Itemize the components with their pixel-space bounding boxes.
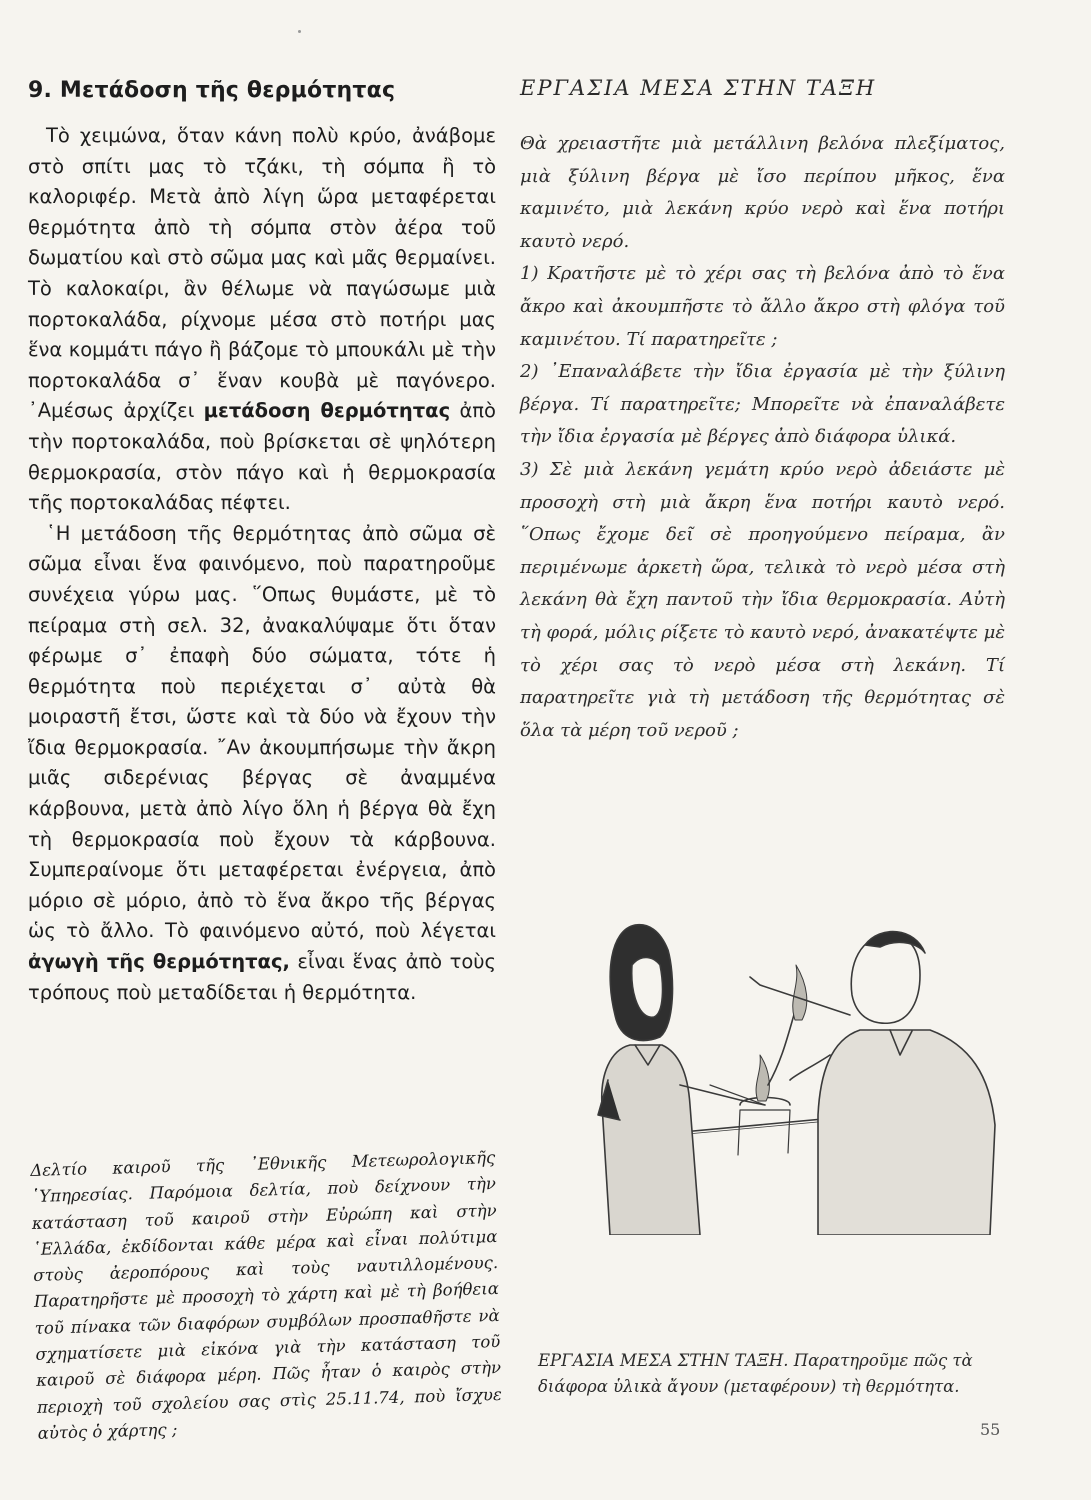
section-title: 9. Μετάδοση τῆς θερμότητας <box>28 78 396 103</box>
illustration-caption: ΕΡΓΑΣΙΑ ΜΕΣΑ ΣΤΗΝ ΤΑΞΗ. Παρατηροῦμε πῶς τὰ διάφορα ὑλικὰ ἄγουν (μεταφέρουν) τὴ θερμότητα. <box>538 1351 973 1396</box>
paragraph-1-text-b: ἀπὸ τὴν πορτοκαλάδα, ποὺ βρίσκεται σὲ ψηλότερη θερμοκρασία, στὸν πάγο καὶ ἡ θερμοκρασία τῆς πορτοκαλάδας πέφτει. <box>28 399 496 515</box>
activity-step-2: 2) ᾿Επαναλάβετε τὴν ἴδια ἐργασία μὲ τὴν ξύλινη βέργα. Τί παρατηρεῖτε; Μπορεῖτε νὰ ἐπαναλάβετε τὴν ἴδια ἐργασία μὲ βέργες ἀπὸ διάφορα ὑλικά. <box>520 361 1005 448</box>
activity-step-3: 3) Σὲ μιὰ λεκάνη γεμάτη κρύο νερὸ ἀδειάστε μὲ προσοχὴ στὴ μιὰ ἄκρη ἕνα ποτήρι καυτὸ νερό. ῞Οπως ἔχομε δεῖ σὲ προηγούμενο πείραμα, ἂν περιμένωμε ἀρκετὴ ὥρα, τελικὰ τὸ νερὸ μέσα στὴ λεκάνη θὰ ἔχη παντοῦ τὴν ἴδια θερμοκρασία. Αὐτὴ τὴ φορά, μόλις ρίξετε τὸ καυτὸ νερό, ἀνακατέψτε μὲ τὸ χέρι σας τὸ νερὸ μέσα στὴ λεκάνη. Τί παρατηρεῖτε γιὰ τὴ μετάδοση τῆς θερμότητας σὲ ὅλα τὰ μέρη τοῦ νεροῦ ; <box>520 458 1005 741</box>
activity-step-1: 1) Κρατῆστε μὲ τὸ χέρι σας τὴ βελόνα ἀπὸ τὸ ἕνα ἄκρο καὶ ἀκουμπῆστε τὸ ἄλλο ἄκρο στὴ φλόγα τοῦ καμινέτου. Τί παρατηρεῖτε ; <box>520 263 1005 350</box>
paragraph-1-text-a: Τὸ χειμώνα, ὅταν κάνη πολὺ κρύο, ἀνάβομε στὸ σπίτι μας τὸ τζάκι, τὴ σόμπα ἢ τὸ καλοριφέρ. Μετὰ ἀπὸ λίγη ὥρα μεταφέρεται θερμότητα ἀπὸ τὴ σόμπα στὸν ἀέρα τοῦ δωματίου καὶ στὸ σῶμα μας καὶ μᾶς θερμαίνει. Τὸ καλοκαίρι, ἂν θέλωμε νὰ παγώσωμε μιὰ πορτοκαλάδα, ρίχνομε μέσα στὸ ποτήρι μας ἕνα κομμάτι πάγο ἢ βάζομε τὸ μπουκάλι μὲ τὴν πορτοκαλάδα σ᾿ ἕναν κουβὰ μὲ παγόνερο. ᾿Αμέσως ἀρχίζει <box>28 124 496 423</box>
left-column <box>28 78 496 1008</box>
weather-bulletin-caption: Δελτίο καιροῦ τῆς ᾿Εθνικῆς Μετεωρολογικῆς ῾Υπηρεσίας. Παρόμοια δελτία, ποὺ δείχνουν τὴν κατάσταση τοῦ καιροῦ στὴν Εὐρώπη καὶ στὴν ῾Ελλάδα, ἐκδίδονται κάθε μέρα καὶ εἶναι πολύτιμα στοὺς ἀεροπόρους καὶ τοὺς ναυτιλλομένους. Παρατηρῆστε μὲ προσοχὴ τὸ χάρτη καὶ μὲ τὴ βοήθεια τοῦ πίνακα τῶν διαφόρων συμβόλων προσπαθῆστε νὰ σχηματίσετε μιὰ εἰκόνα γιὰ τὴν κατάσταση τοῦ καιροῦ σὲ διάφορα μέρη. Πῶς ἦταν ὁ καιρὸς στὴν περιοχὴ τοῦ σχολείου σας στὶς 25.11.74, ποὺ ἴσχυε αὐτὸς ὁ χάρτης ; <box>30 1148 503 1443</box>
term-heat-transfer: μετάδοση θερμότητας <box>203 399 451 423</box>
section-body <box>28 121 496 1008</box>
classroom-activity-heading: ΕΡΓΑΣΙΑ ΜΕΣΑ ΣΤΗΝ ΤΑΞΗ <box>520 76 877 100</box>
paragraph-2-text-a: ῾Η μετάδοση τῆς θερμότητας ἀπὸ σῶμα σὲ σῶμα εἶναι ἕνα φαινόμενο, ποὺ παρατηροῦμε συνέχεια γύρω μας. ῞Οπως θυμάστε, μὲ τὸ πείραμα στὴ σελ. 32, ἀνακαλύψαμε ὅτι ὅταν φέρωμε σ᾿ ἐπαφὴ δύο σώματα, τότε ἡ θερμότητα ποὺ περιέχεται σ᾿ αὐτὰ θὰ μοιραστῆ ἔτσι, ὥστε καὶ τὰ δύο νὰ ἔχουν τὴν ἴδια θερμοκρασία. ῎Αν ἀκουμπήσωμε τὴν ἄκρη μιᾶς σιδερένιας βέργας σὲ ἀναμμένα κάρβουνα, μετὰ ἀπὸ λίγο ὅλη ἡ βέργα θὰ ἔχη τὴ θερμοκρασία ποὺ ἔχουν τὰ κάρβουνα. Συμπεραίνομε ὅτι μεταφέρεται ἐνέργεια, ἀπὸ μόριο σὲ μόριο, ἀπὸ τὸ ἕνα ἄκρο τῆς βέργας ὡς τὸ ἄλλο. Τὸ φαινόμενο αὐτό, ποὺ λέγεται <box>28 521 496 943</box>
right-column <box>520 76 1005 747</box>
activity-body <box>520 128 1005 747</box>
classroom-experiment-illustration <box>590 905 1010 1235</box>
paragraph-2-text-b: εἶναι ἕνας ἀπὸ τοὺς τρόπους ποὺ μεταδίδεται ἡ θερμότητα. <box>28 950 496 1004</box>
page-number: 55 <box>980 1420 1001 1439</box>
print-speck <box>298 30 301 33</box>
term-heat-conduction: ἀγωγὴ τῆς θερμότητας, <box>28 950 290 974</box>
paragraph-1 <box>28 121 496 519</box>
paragraph-2 <box>28 519 496 1009</box>
activity-intro: Θὰ χρειαστῆτε μιὰ μετάλλινη βελόνα πλεξίματος, μιὰ ξύλινη βέργα μὲ ἴσο περίπου μῆκος, ἕνα καμινέτο, μιὰ λεκάνη κρύο νερὸ καὶ ἕνα ποτήρι καυτὸ νερό. <box>520 133 1005 252</box>
